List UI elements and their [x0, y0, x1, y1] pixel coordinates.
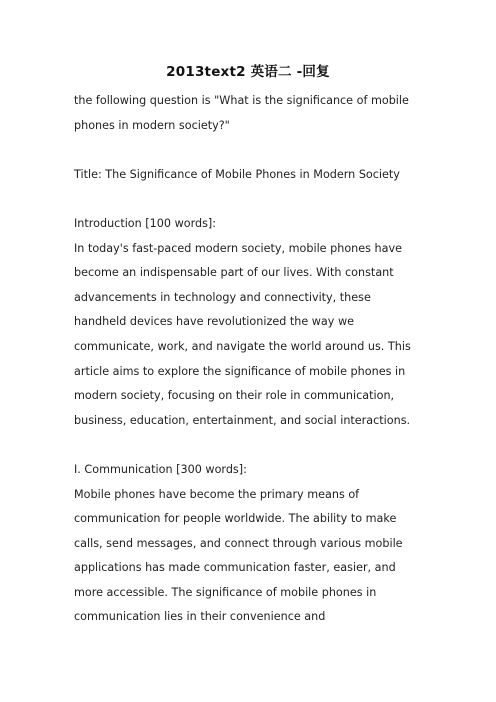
communication-paragraph: Mobile phones have become the primary means of communication for people worldwide. The ability to make calls, send messages, and connect through various mobile applications has made communication faster, easier, and more accessible. The significance of mobile phones in communication lies in their convenience and	[74, 487, 403, 624]
essay-title-paragraph: Title: The Significance of Mobile Phones in Modern Society	[74, 167, 400, 181]
paragraph-gap	[74, 433, 426, 458]
introduction-paragraph: In today's fast-paced modern society, mobile phones have become an indispensable part of our lives. With constant advancements in technology and connectivity, these handheld devices have revolutionized the way we communicate, work, and navigate the world around us. This article aims to explore the significance of mobile phones in modern society, focusing on their role in communication, business, education, entertainment, and social interactions.	[74, 241, 411, 427]
introduction-heading: Introduction [100 words]:	[74, 216, 217, 230]
paragraph-gap	[74, 138, 426, 163]
document-title: 2013text2 英语二 -回复	[166, 64, 330, 80]
paragraph-gap	[74, 187, 426, 212]
document-body	[74, 89, 426, 630]
question-paragraph: the following question is "What is the significance of mobile phones in modern society?"	[74, 94, 409, 132]
communication-heading: I. Communication [300 words]:	[74, 462, 247, 476]
